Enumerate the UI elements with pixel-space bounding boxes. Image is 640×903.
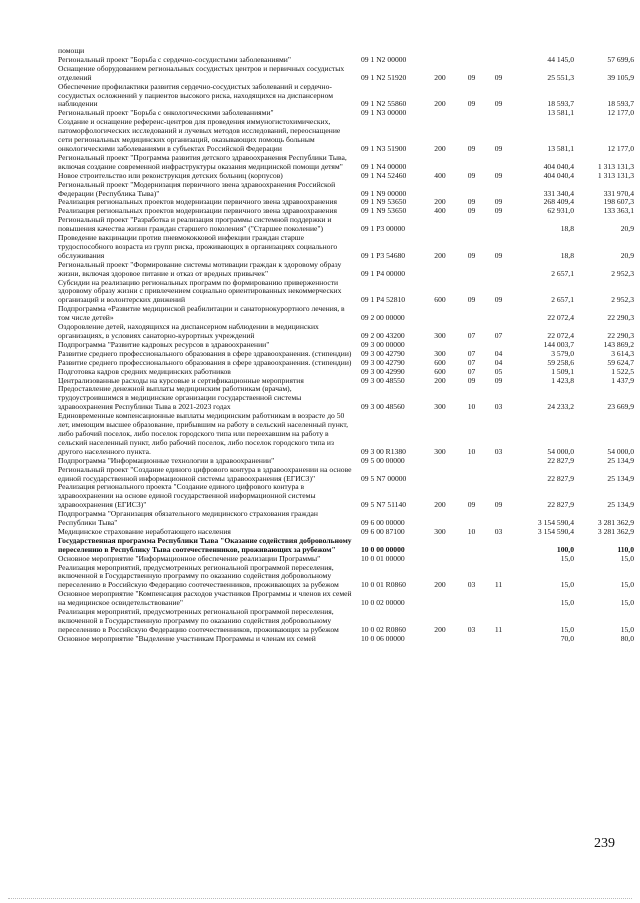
section-code: 03 — [467, 580, 476, 590]
amount-year-1: 18 593,7 — [547, 99, 574, 109]
table-row — [58, 65, 634, 83]
target-article-code: 09 1 N9 53650 — [361, 206, 407, 216]
section-code — [458, 109, 485, 118]
section-code: 10 — [467, 446, 476, 456]
table-body — [58, 47, 634, 644]
subsection-code — [485, 47, 512, 56]
subsection-code: 09 — [494, 375, 503, 385]
expense-type-code: 200 — [434, 72, 446, 82]
target-article-code: 09 2 00 00000 — [361, 313, 405, 323]
target-article-code: 09 1 P3 54680 — [361, 250, 406, 260]
section-code: 09 — [467, 375, 476, 385]
target-article-code: 09 1 P3 00000 — [361, 224, 406, 234]
row-name: Проведение вакцинации против пневмококковой инфекции граждан старше трудоспособного возраста из групп риска, проживающих в организациях социального обслуживания — [58, 233, 338, 260]
amount-year-2: 15,0 — [620, 553, 634, 563]
row-name: Реализация региональных проектов модернизации первичного звена здравоохранения — [58, 206, 338, 216]
target-article-code: 09 3 00 42790 — [361, 357, 405, 367]
row-name: Новое строительство или реконструкция детских больниц (корпусов) — [58, 170, 283, 180]
table-row — [58, 564, 634, 591]
amount-year-1: 13 581,1 — [547, 108, 574, 118]
row-name: Обеспечение профилактики развития сердечно-сосудистых заболеваний и сердечно-сосудистых осложнений у пациентов высокого риска, находящихся на диспансерном наблюдении — [58, 81, 334, 109]
amount-year-1: 13 581,1 — [547, 143, 574, 153]
expense-type-code — [422, 635, 458, 644]
row-name: Государственная программа Республики Тыва "Оказание содействия добровольному переселению в Республику Тыва соотечественников, проживающих за рубежом" — [58, 535, 352, 554]
row-name: Подпрограмма "Информационные технологии в здравоохранении" — [58, 455, 275, 465]
target-article-code: 09 3 00 R1380 — [361, 446, 406, 456]
page-number: 239 — [594, 836, 615, 851]
row-name: Региональный проект "Борьба с онкологическими заболеваниями" — [58, 108, 274, 118]
section-code — [458, 216, 485, 234]
section-code: 07 — [467, 331, 476, 340]
amount-year-1: 59 258,6 — [547, 357, 574, 367]
amount-year-2: 20,9 — [620, 224, 634, 234]
row-name: Предоставление денежной выплаты медицинским работникам (врачам), трудоустроившимся в медицинские организации государственной системы здравоохранения Республики Тыва в 2021-2023 годах — [58, 384, 302, 412]
section-code — [458, 457, 485, 466]
amount-year-1: 3 154 590,4 — [537, 518, 574, 528]
row-name: Подготовка кадров средних медицинских работников — [58, 366, 231, 376]
amount-year-1: 18,8 — [560, 250, 574, 260]
target-article-code: 09 1 N3 00000 — [361, 108, 407, 118]
amount-year-2: 18 593,7 — [607, 99, 634, 109]
amount-year-2: 57 699,6 — [607, 54, 634, 64]
target-article-code: 09 1 N2 51920 — [361, 72, 407, 82]
subsection-code — [485, 181, 512, 199]
amount-year-1: 54 000,0 — [547, 446, 574, 456]
section-code: 09 — [467, 206, 476, 216]
row-name: Основное мероприятие "Информационное обеспечение реализации Программы" — [58, 553, 321, 563]
expense-type-code: 200 — [434, 197, 446, 207]
amount-year-2: 3 614,3 — [611, 348, 634, 358]
amount-year-1: 331 340,4 — [543, 188, 574, 198]
section-code: 07 — [467, 348, 476, 358]
table-row — [58, 83, 634, 110]
table-row — [58, 510, 634, 528]
table-row — [58, 181, 634, 199]
subsection-code: 09 — [494, 143, 503, 153]
subsection-code: 03 — [494, 446, 503, 456]
expense-type-code: 200 — [434, 500, 446, 510]
amount-year-2: 54 000,0 — [607, 446, 634, 456]
amount-year-1: 3 154 590,4 — [537, 526, 574, 536]
amount-year-1: 70,0 — [560, 633, 574, 643]
row-name: Развитие среднего профессионального образования в сфере здравоохранения. (стипендии) — [58, 348, 352, 358]
subsection-code: 07 — [494, 331, 503, 340]
table-row — [58, 323, 634, 341]
table-row — [58, 412, 634, 457]
row-name: Подпрограмма "Организация обязательного медицинского страхования граждан Республики Тыва" — [58, 509, 318, 528]
row-name: Реализация мероприятий, предусмотренных региональной программой переселения, включенной в Государственную программу по оказанию содействия добровольному переселению в Российскую Федерацию соотечественников, проживающих за рубежом — [58, 562, 339, 590]
target-article-code: 09 1 N9 00000 — [361, 188, 407, 198]
amount-year-1: 22 827,9 — [547, 500, 574, 510]
target-article-code: 10 0 01 R0860 — [361, 580, 406, 590]
target-article-code: 10 0 06 00000 — [361, 633, 405, 643]
amount-year-2: 198 607,3 — [603, 197, 634, 207]
row-name: Реализация региональных проектов модернизации первичного звена здравоохранения — [58, 197, 338, 207]
target-article-code: 10 0 01 00000 — [361, 553, 405, 563]
section-code: 09 — [467, 170, 476, 180]
subsection-code: 11 — [494, 624, 503, 634]
subsection-code: 09 — [494, 500, 503, 510]
amount-year-2: 22 290,3 — [607, 313, 634, 323]
row-name: Оснащение оборудованием региональных сосудистых центров и первичных сосудистых отделений — [58, 63, 345, 82]
amount-year-2: 15,0 — [620, 580, 634, 590]
amount-year-2: 22 290,3 — [607, 331, 634, 340]
subsection-code — [485, 590, 512, 608]
subsection-code: 03 — [494, 402, 503, 412]
amount-year-1: 404 040,4 — [543, 170, 574, 180]
table-row — [58, 466, 634, 484]
row-name: Реализация регионального проекта "Создание единого цифрового контура в здравоохранении на основе единой государственной информационной системы здравоохранения (ЕГИСЗ)" — [58, 482, 316, 510]
section-code — [458, 537, 485, 555]
subsection-code: 09 — [494, 72, 503, 82]
target-article-code: 10 0 02 R0860 — [361, 624, 406, 634]
section-code: 03 — [467, 624, 476, 634]
section-code: 10 — [467, 526, 476, 536]
amount-year-2: 2 952,3 — [611, 268, 634, 278]
table-row — [58, 590, 634, 608]
target-article-code: 09 3 00 00000 — [361, 339, 405, 349]
row-name: Развитие среднего профессионального образования в сфере здравоохранения. (стипендии) — [58, 357, 352, 367]
amount-year-1: 2 657,1 — [551, 268, 574, 278]
row-name: Основное мероприятие "Выделение участникам Программы и членам их семей — [58, 633, 316, 643]
amount-year-1: 268 409,4 — [543, 197, 574, 207]
row-name: Региональный проект "Формирование системы мотивации граждан к здоровому образу жизни, включая здоровое питание и отказ от вредных привычек" — [58, 259, 342, 278]
target-article-code: 09 1 N2 00000 — [361, 54, 407, 64]
amount-year-1: 22 827,9 — [547, 455, 574, 465]
amount-year-1: 24 233,2 — [547, 402, 574, 412]
expense-type-code — [422, 56, 458, 65]
row-name: Единовременные компенсационные выплаты медицинским работникам в возрасте до 50 лет, имеющим высшее образование, прибывшим на работу в сельский населенный пункт, либо рабочий поселок, либо поселок городского типа или переехавшим на работу в сельский населенный пункт, либо рабочий поселок, либо поселок городского типа из другого населенного пункта. — [58, 411, 349, 456]
amount-year-2: 1 522,5 — [611, 366, 634, 376]
amount-year-1: 44 145,0 — [547, 54, 574, 64]
amount-year-2: 20,9 — [620, 250, 634, 260]
amount-year-1: 2 657,1 — [551, 295, 574, 305]
expense-type-code: 200 — [434, 624, 446, 634]
section-code: 10 — [467, 402, 476, 412]
amount-year-2: 39 105,9 — [607, 72, 634, 82]
expense-type-code — [422, 555, 458, 564]
section-code — [458, 181, 485, 199]
amount-year-1: 100,0 — [556, 544, 574, 554]
row-name: Подпрограмма «Развитие медицинской реабилитации и санаторнокурортного лечения, в том числе детей» — [58, 304, 345, 323]
subsection-code — [485, 635, 512, 644]
amount-year-2: 1 437,9 — [611, 375, 634, 385]
amount-year-2: 331 970,4 — [603, 188, 634, 198]
section-code: 09 — [467, 250, 476, 260]
expense-type-code — [422, 466, 458, 484]
section-code: 09 — [467, 197, 476, 207]
subsection-code: 09 — [494, 206, 503, 216]
subsection-code — [485, 305, 512, 323]
target-article-code: 09 1 N3 51900 — [361, 143, 407, 153]
section-code — [458, 590, 485, 608]
table-row — [58, 154, 634, 172]
amount-year-2: 2 952,3 — [611, 295, 634, 305]
table-row — [58, 305, 634, 323]
amount-year-1: 1 423,8 — [551, 375, 574, 385]
budget-table — [58, 47, 634, 644]
subsection-code: 09 — [494, 250, 503, 260]
section-code: 09 — [467, 72, 476, 82]
section-code — [458, 56, 485, 65]
amount-year-1: 18,8 — [560, 224, 574, 234]
subsection-code — [485, 109, 512, 118]
table-row — [58, 537, 634, 555]
row-name: Региональный проект "Модернизация первичного звена здравоохранения Российской Федерации (Республика Тыва)" — [58, 179, 336, 198]
amount-year-1: 15,0 — [560, 580, 574, 590]
row-name: Региональный проект "Программа развития детского здравоохранения Республики Тыва, включая создание современной инфраструктуры оказания медицинской помощи детям" — [58, 152, 347, 171]
amount-year-2: 3 281 362,9 — [597, 518, 634, 528]
page-bottom-rule — [8, 898, 632, 899]
target-article-code: 09 1 N2 55860 — [361, 99, 407, 109]
subsection-code: 09 — [494, 197, 503, 207]
expense-type-code: 400 — [434, 170, 446, 180]
table-row — [58, 279, 634, 306]
row-name: Субсидии на реализацию региональных программ по формированию приверженности здоровому образу жизни с привлечением социально ориентированных некоммерческих организаций и волонтерских движений — [58, 277, 342, 305]
target-article-code: 10 0 00 00000 — [361, 544, 405, 554]
expense-type-code: 300 — [434, 446, 446, 456]
subsection-code: 09 — [494, 295, 503, 305]
subsection-code: 04 — [494, 348, 503, 358]
amount-year-1: 3 579,0 — [551, 348, 574, 358]
expense-type-code: 600 — [434, 295, 446, 305]
section-code: 09 — [467, 99, 476, 109]
section-code: 07 — [467, 357, 476, 367]
target-article-code: 09 1 P4 00000 — [361, 268, 406, 278]
expense-type-code: 300 — [434, 526, 446, 536]
target-article-code: 09 2 00 43200 — [361, 331, 405, 340]
subsection-code — [485, 537, 512, 555]
target-article-code: 09 1 P4 52810 — [361, 295, 406, 305]
amount-year-2: 59 624,7 — [607, 357, 634, 367]
amount-year-2: 12 177,0 — [607, 143, 634, 153]
row-name: Создание и оснащение референс-центров для проведения иммуногистохимических, патоморфологических исследований и лучевых методов исследований, переоснащение сети региональных медицинских организаций, оказывающих помощь больным онкологическими заболеваниями в субъектах Российской Федерации — [58, 117, 341, 153]
amount-year-2: 12 177,0 — [607, 108, 634, 118]
subsection-code: 04 — [494, 357, 503, 367]
amount-year-1: 15,0 — [560, 598, 574, 608]
amount-year-1: 22 827,9 — [547, 473, 574, 483]
target-article-code: 09 3 00 48550 — [361, 375, 405, 385]
amount-year-1: 25 551,3 — [547, 72, 574, 82]
table-row — [58, 608, 634, 635]
subsection-code — [485, 510, 512, 528]
row-name: Реализация мероприятий, предусмотренных региональной программой переселения, включенной в Государственную программу по оказанию содействия добровольному переселению в Российскую Федерацию соотечественников, проживающих за рубежом — [58, 607, 339, 634]
subsection-code — [485, 154, 512, 172]
amount-year-1: 15,0 — [560, 553, 574, 563]
section-code — [458, 466, 485, 484]
target-article-code: 09 6 00 00000 — [361, 518, 405, 528]
section-code: 09 — [467, 143, 476, 153]
subsection-code: 03 — [494, 526, 503, 536]
target-article-code: 09 1 N4 00000 — [361, 161, 407, 171]
table-row — [58, 483, 634, 510]
subsection-code: 09 — [494, 170, 503, 180]
expense-type-code — [422, 154, 458, 172]
expense-type-code: 200 — [434, 99, 446, 109]
expense-type-code: 600 — [434, 366, 446, 376]
expense-type-code — [422, 590, 458, 608]
expense-type-code — [422, 47, 458, 56]
amount-year-2: 15,0 — [620, 624, 634, 634]
row-name: Подпрограмма "Развитие кадровых ресурсов в здравоохранении" — [58, 339, 270, 349]
section-code: 09 — [467, 295, 476, 305]
amount-year-1: 62 931,0 — [547, 206, 574, 216]
expense-type-code — [422, 510, 458, 528]
section-code: 09 — [467, 500, 476, 510]
section-code: 07 — [467, 366, 476, 376]
section-code — [458, 47, 485, 56]
target-article-code: 09 6 00 87100 — [361, 526, 405, 536]
subsection-code — [485, 216, 512, 234]
target-article-code: 09 3 00 48560 — [361, 402, 405, 412]
amount-year-1: 22 072,4 — [547, 331, 574, 340]
expense-type-code — [422, 109, 458, 118]
row-name: Региональный проект "Борьба с сердечно-сосудистыми заболеваниями" — [58, 54, 291, 64]
amount-year-2: 1 313 131,3 — [597, 161, 634, 171]
expense-type-code: 600 — [434, 357, 446, 367]
subsection-code — [485, 466, 512, 484]
expense-type-code: 300 — [434, 331, 446, 340]
expense-type-code: 200 — [434, 250, 446, 260]
amount-year-2: 23 669,9 — [607, 402, 634, 412]
subsection-code — [485, 555, 512, 564]
table-row — [58, 385, 634, 412]
table-row — [58, 234, 634, 261]
table-row — [58, 118, 634, 154]
subsection-code — [485, 457, 512, 466]
subsection-code — [485, 261, 512, 279]
section-code — [458, 635, 485, 644]
expense-type-code — [422, 537, 458, 555]
row-name: Оздоровление детей, находящихся на диспансерном наблюдении в медицинских организациях, в условиях санаторно-курортных учреждений — [58, 322, 319, 340]
target-article-code: 09 1 N9 53650 — [361, 197, 407, 207]
amount-year-2: 15,0 — [620, 598, 634, 608]
amount-year-2: 1 313 131,3 — [597, 170, 634, 180]
target-article-code: 10 0 02 00000 — [361, 598, 405, 608]
amount-year-2: 25 134,9 — [607, 455, 634, 465]
amount-year-2: 143 869,2 — [603, 339, 634, 349]
expense-type-code — [422, 261, 458, 279]
section-code — [458, 555, 485, 564]
row-name: помощи — [58, 46, 85, 55]
amount-year-2: 110,0 — [617, 544, 634, 554]
amount-year-2: 3 281 362,9 — [597, 526, 634, 536]
subsection-code: 05 — [494, 366, 503, 376]
target-article-code: 09 3 00 42990 — [361, 366, 405, 376]
table-row — [58, 261, 634, 279]
section-code — [458, 305, 485, 323]
row-name: Централизованные расходы на курсовые и сертификационные мероприятия — [58, 375, 304, 385]
expense-type-code — [422, 181, 458, 199]
row-name: Региональный проект "Разработка и реализация программы системной поддержки и повышения качества жизни граждан старшего поколения" ("Старшее поколение") — [58, 215, 332, 234]
row-name: Основное мероприятие "Компенсация расходов участников Программы и членов их семей на медицинское освидетельствование" — [58, 589, 352, 608]
subsection-code — [485, 56, 512, 65]
expense-type-code: 400 — [434, 206, 446, 216]
amount-year-1: 1 509,1 — [551, 366, 574, 376]
row-name: Региональный проект "Создание единого цифрового контура в здравоохранении на основе единой государственной информационной системы здравоохранения (ЕГИСЗ)" — [58, 464, 352, 483]
table-row — [58, 635, 634, 644]
expense-type-code: 300 — [434, 348, 446, 358]
expense-type-code: 200 — [434, 580, 446, 590]
expense-type-code: 200 — [434, 143, 446, 153]
section-code — [458, 261, 485, 279]
amount-year-1: 404 040,4 — [543, 161, 574, 171]
amount-year-2: 133 363,1 — [603, 206, 634, 216]
subsection-code: 09 — [494, 99, 503, 109]
target-article-code: 09 3 00 42790 — [361, 348, 405, 358]
amount-year-2: 80,0 — [620, 633, 634, 643]
row-name: Медицинское страхование неработающего населения — [58, 526, 231, 536]
expense-type-code — [422, 305, 458, 323]
amount-year-1: 22 072,4 — [547, 313, 574, 323]
table-row — [58, 216, 634, 234]
target-article-code: 09 5 N7 00000 — [361, 473, 407, 483]
section-code — [458, 510, 485, 528]
expense-type-code: 200 — [434, 375, 446, 385]
section-code — [458, 154, 485, 172]
amount-year-2: 25 134,9 — [607, 473, 634, 483]
expense-type-code — [422, 457, 458, 466]
target-article-code: 09 5 00 00000 — [361, 455, 405, 465]
amount-year-2: 25 134,9 — [607, 500, 634, 510]
subsection-code: 11 — [494, 580, 503, 590]
expense-type-code — [422, 216, 458, 234]
target-article-code: 09 5 N7 51140 — [361, 500, 407, 510]
expense-type-code: 300 — [434, 402, 446, 412]
amount-year-1: 144 003,7 — [543, 339, 574, 349]
target-article-code: 09 1 N4 52460 — [361, 170, 407, 180]
amount-year-1: 15,0 — [560, 624, 574, 634]
